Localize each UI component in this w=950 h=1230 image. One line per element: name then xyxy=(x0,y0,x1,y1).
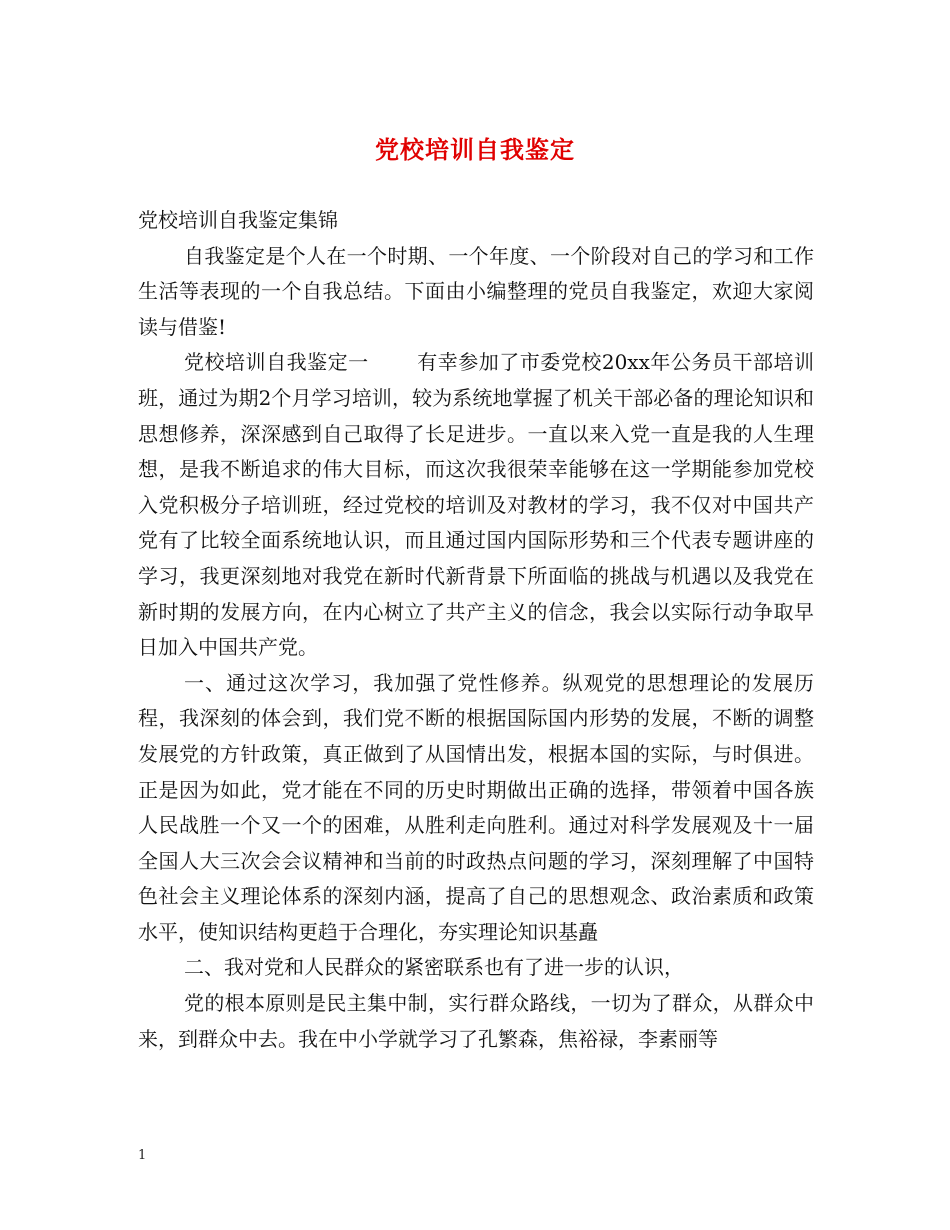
document-body xyxy=(138,203,814,1057)
paragraph-intro: 自我鉴定是个人在一个时期、一个年度、一个阶段对自己的学习和工作生活等表现的一个自我总结。下面由小编整理的党员自我鉴定，欢迎大家阅读与借鉴! xyxy=(138,243,814,339)
page-number: 1 xyxy=(138,1148,147,1163)
page-title: 党校培训自我鉴定 xyxy=(375,135,575,164)
section1-body: 有幸参加了市委党校20xx年公务员干部培训班，通过为期2个月学习培训，较为系统地掌握了机关干部必备的理论知识和思想修养，深深感到自己取得了长足进步。一直以来入党一直是我的人生理想，是我不断追求的伟大目标，而这次我很荣幸能够在这一学期能参加党校入党积极分子培训班，经过党校的培训及对教材的学习，我不仅对中国共产党有了比较全面系统地认识，而且通过国内国际形势和三个代表专题讲座的学习，我更深刻地对我党在新时代新背景下所面临的挑战与机遇以及我党在新时期的发展方向，在内心树立了共产主义的信念，我会以实际行动争取早日加入中国共产党。 xyxy=(138,350,815,660)
paragraph-point1: 一、通过这次学习，我加强了党性修养。纵观党的思想理论的发展历程，我深刻的体会到，我们党不断的根据国际国内形势的发展，不断的调整发展党的方针政策，真正做到了从国情出发，根据本国的实际，与时俱进。正是因为如此，党才能在不同的历史时期做出正确的选择，带领着中国各族人民战胜一个又一个的困难，从胜利走向胜利。通过对科学发展观及十一届全国人大三次会会议精神和当前的时政热点问题的学习，深刻理解了中国特色社会主义理论体系的深刻内涵，提高了自己的思想观念、政治素质和政策水平，使知识结构更趋于合理化，夯实理论知识基矗 xyxy=(138,670,814,944)
document-subtitle: 党校培训自我鉴定集锦 xyxy=(138,208,338,232)
paragraph-point2: 二、我对党和人民群众的紧密联系也有了进一步的认识， xyxy=(184,955,684,980)
paragraph-section1 xyxy=(138,345,814,665)
paragraph-point2-body: 党的根本原则是民主集中制，实行群众路线，一切为了群众，从群众中来，到群众中去。我在中小学就学习了孔繁森，焦裕禄，李素丽等 xyxy=(138,991,814,1051)
section1-heading: 党校培训自我鉴定一 xyxy=(184,350,369,375)
